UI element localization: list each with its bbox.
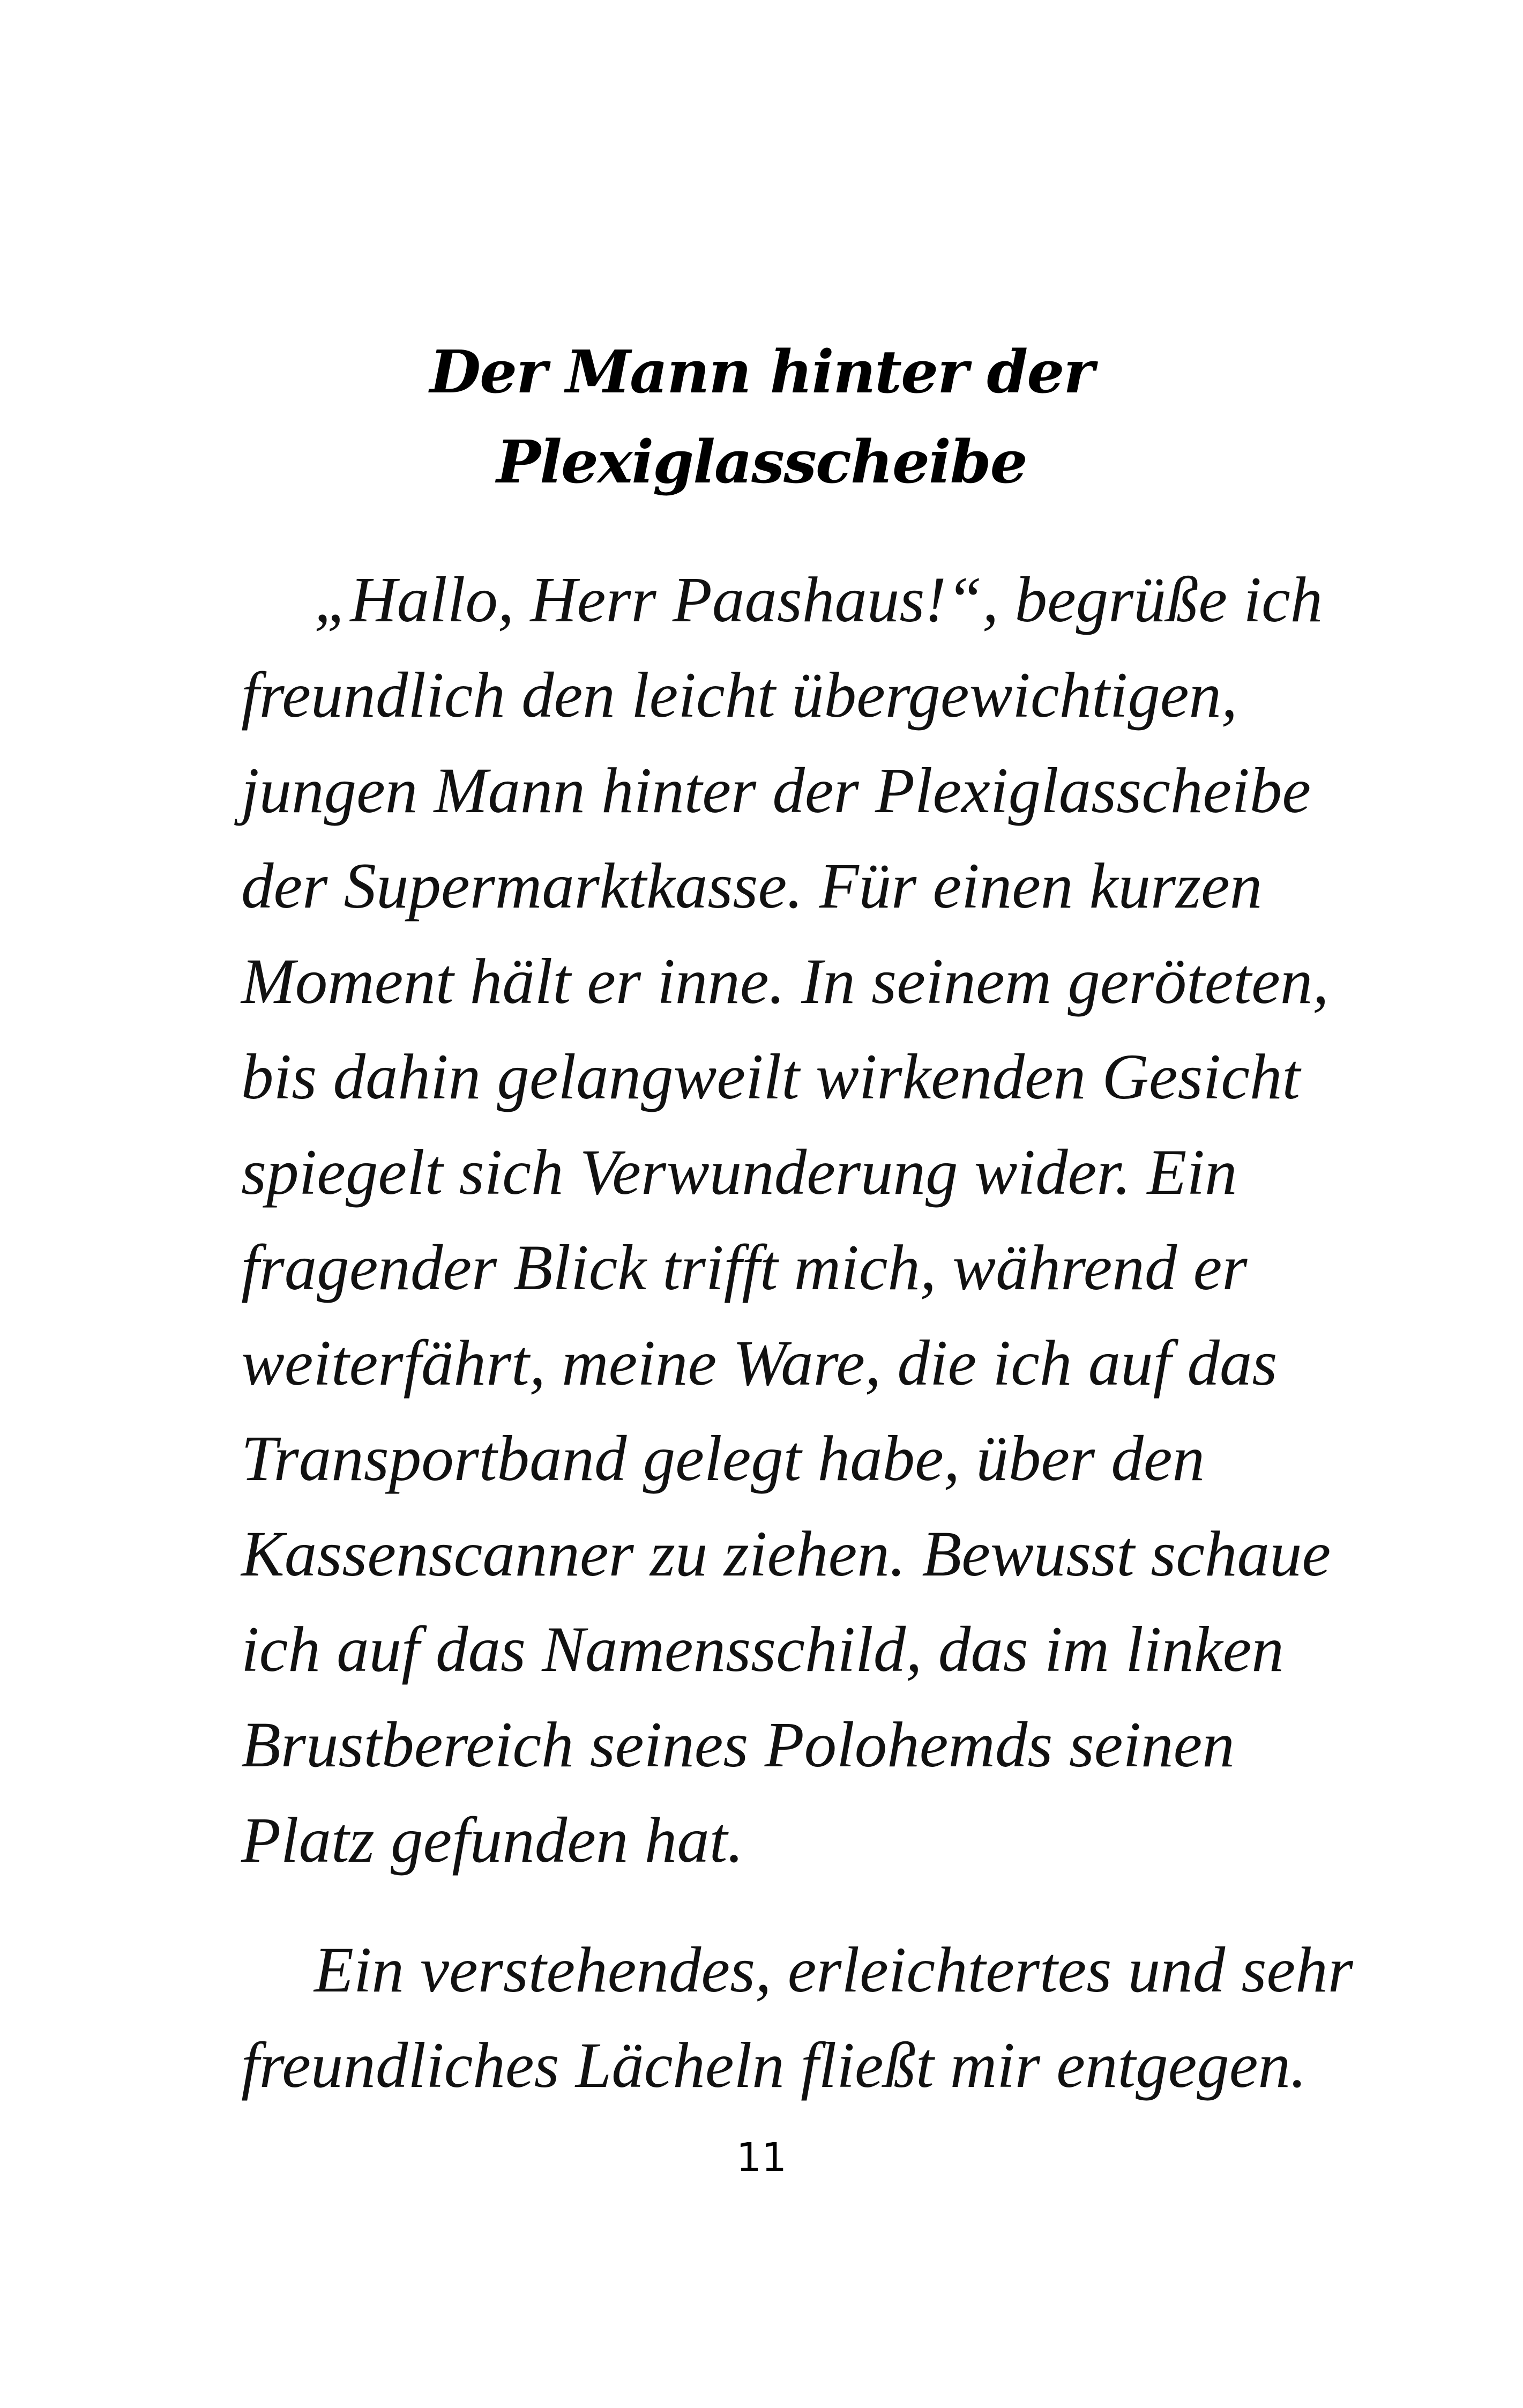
paragraph-line: fragender Blick trifft mich, während er — [241, 1232, 1248, 1304]
paragraph-line: der Supermarktkasse. Für einen kurzen — [241, 850, 1263, 922]
paragraph-line: Moment hält er inne. In seinem geröteten, — [241, 946, 1329, 1017]
paragraph-line: freundlich den leicht übergewichtigen, — [241, 659, 1238, 731]
paragraph-2 — [241, 1922, 1353, 2113]
paragraph-line: Kassenscanner zu ziehen. Bewusst schaue — [241, 1518, 1331, 1590]
paragraph-line: jungen Mann hinter der Plexiglasscheibe — [241, 755, 1311, 827]
paragraph-line: Transportband gelegt habe, über den — [241, 1423, 1205, 1495]
page-number: 11 — [736, 2135, 787, 2181]
paragraph-line: „Hallo, Herr Paashaus!“, begrüße ich — [314, 564, 1323, 636]
paragraph-line: weiterfährt, meine Ware, die ich auf das — [241, 1327, 1278, 1399]
paragraph-line: Ein verstehendes, erleichtertes und sehr — [314, 1934, 1353, 2006]
paragraph-1 — [241, 552, 1331, 1888]
paragraph-line: freundliches Lächeln fließt mir entgegen. — [241, 2030, 1307, 2101]
chapter-title-line-1: Der Mann hinter der — [429, 337, 1094, 406]
paragraph-spacer — [241, 1888, 1313, 1922]
chapter-body — [241, 552, 1353, 2113]
paragraph-line: Brustbereich seines Polohemds seinen — [241, 1709, 1235, 1781]
paragraph-line: Platz gefunden hat. — [241, 1804, 744, 1876]
paragraph-line: spiegelt sich Verwunderung wider. Ein — [241, 1136, 1237, 1208]
paragraph-line: bis dahin gelangweilt wirkenden Gesicht — [241, 1041, 1301, 1113]
chapter-title — [0, 327, 1523, 507]
chapter-title-line-2: Plexiglasscheibe — [496, 427, 1027, 496]
paragraph-line: ich auf das Namensschild, das im linken — [241, 1614, 1284, 1685]
